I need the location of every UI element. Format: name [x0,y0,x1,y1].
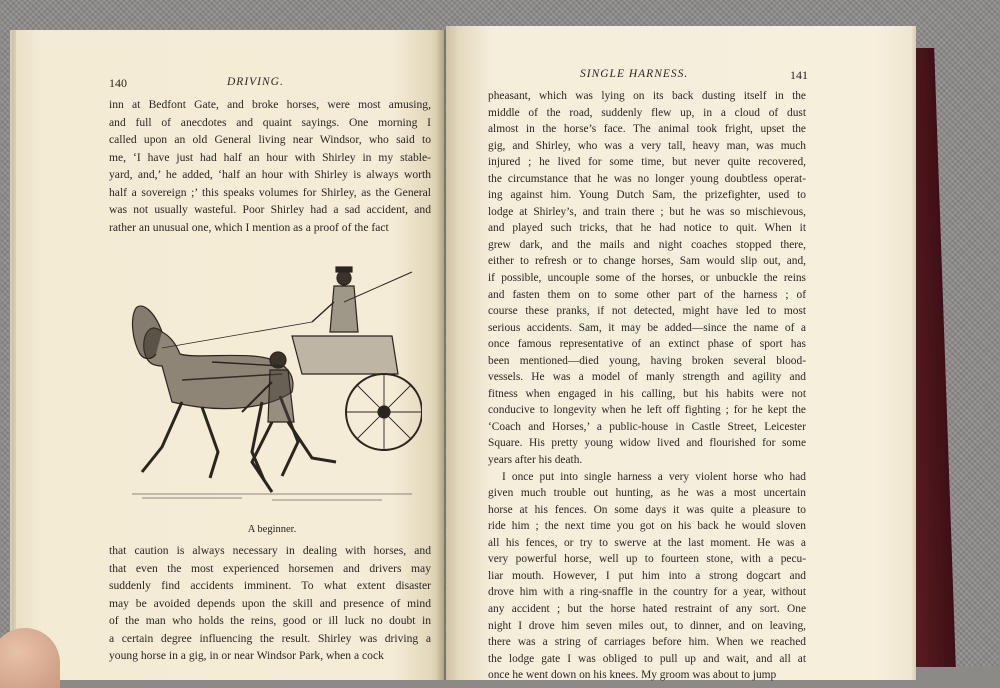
left-running-head: DRIVING. [227,76,284,88]
text-line: that even the most experienced horsemen and drivers may [109,561,431,575]
text-line: the lodge gate I was obliged to pull up and wait, and all at [488,652,806,665]
illustration-caption: A beginner. [247,524,297,535]
text-line: that caution is always necessary in dealing with horses, and [109,544,431,557]
left-text-bottom [109,542,431,665]
text-line: a certain degree influencing the result. Shirley was driving a [109,631,431,645]
text-line: course these pranks, if not detected, might have led to most [488,305,806,318]
text-line: pheasant, which was lying on its back dusting itself in the [488,90,806,102]
text-line: suddenly find accidents imminent. To what extent disaster [109,579,431,592]
text-line: fitness when engaged in his calling, but his habits were not [488,387,806,400]
left-text-top [109,96,431,236]
text-line: Square. His pretty young widow lived and flourished for some [488,437,806,450]
illustration-horse-and-gig [122,262,422,508]
text-line: vessels. He was a model of manly strength and agility and [488,371,806,384]
text-line: injured ; he lived for some time, but never quite recovered, [488,156,806,169]
left-page-number: 140 [109,76,127,90]
text-line: may be avoided depends upon the skill and presence of mind [109,596,431,610]
text-line: if possible, uncouple some of the horses, or unbuckle the reins [488,272,806,285]
text-line: of the man who holds the reins, good or ill luck no doubt in [109,614,431,627]
text-line: serious accidents. Sam, it may be added—since the name of a [488,321,806,334]
text-line: ride him ; the next time you got on his back he would sloven [488,520,806,533]
text-line: the circumstance that he was no longer young doubtless operat- [488,172,806,185]
text-line: all his fences, or try to swerve at the last moment. He was a [488,536,806,549]
text-line: horse at his fences. On some days it was quite a pleasure to [488,503,806,516]
text-line: almost in the horse’s face. The animal took fright, upset the [488,123,806,136]
right-page-number: 141 [790,68,808,82]
text-line: inn at Bedfont Gate, and broke horses, were most amusing, [109,98,431,111]
text-line: years after his death. [488,454,583,467]
text-line: and full of anecdotes and quaint sayings. One morning I [109,115,431,129]
text-line: ing against him. Young Dutch Sam, the prizefighter, used to [488,189,806,202]
text-line: grew dark, and the mails and night coaches stopped there, [488,238,806,251]
text-line: and played such tricks, that he had notice to quit. When it [488,222,806,235]
text-line: lodge at Shirley’s, and train there ; but he was so mischievous, [488,205,806,218]
text-line: and fasten them on to some other part of the harness ; of [488,288,806,301]
text-line: given much trouble out hunting, as he was a most uncertain [488,487,806,500]
text-line: been mentioned—died young, having broken several blood- [488,354,806,367]
text-line: any accident ; but the horse hated restraint of any sort. One [488,602,806,615]
text-line: gig, and Shirley, who was a very tall, heavy man, was much [488,139,806,152]
text-line: ‘Coach and Horses,’ a public-house in Castle Street, Leicester [488,420,806,433]
text-line: very powerful horse, well up to fourteen stone, with a pecu- [488,553,806,566]
text-line: drove him with a ring-snaffle in the country for a year, without [488,586,806,599]
text-line: middle of the road, suddenly flew up, in a cloud of dust [488,106,806,119]
text-line: conducive to longevity when he left off fighting ; for he kept the [488,404,806,417]
text-line: once famous representative of an extinct phase of sport has [488,338,806,351]
text-line: me, ‘I have just had half an hour with Shirley in my stable- [109,150,431,164]
right-running-head: SINGLE HARNESS. [580,68,689,80]
right-page [446,26,912,680]
left-page [16,30,444,680]
text-line: half a sovereign ;’ this speaks volumes for Shirley, as the General [109,185,431,199]
text-line: either to refresh or to change horses, Sam would slip out, and, [488,255,806,268]
text-line: I once put into single harness a very violent horse who had [502,470,806,483]
text-line: was not usually wasteful. Poor Shirley had a sad accident, and [109,203,431,216]
text-line: there was a string of carriages before him. When we reached [488,636,806,649]
text-line: rather an unusual one, which I mention as a proof of the fact [109,220,389,234]
text-line: night I drove him seven miles out, to dinner, and on leaving, [488,619,806,632]
text-line: once he went down on his knees. My groom was about to jump [488,669,777,682]
text-line: young horse in a gig, in or near Windsor Park, when a cock [109,649,384,662]
text-line: liar mouth. However, I put him into a strong dogcart and [488,569,806,582]
text-line: called upon an old General living near Windsor, who said to [109,133,431,146]
right-text [488,88,806,684]
text-line: yard, and,’ he added, ‘half an hour with Shirley is always worth [109,168,431,181]
